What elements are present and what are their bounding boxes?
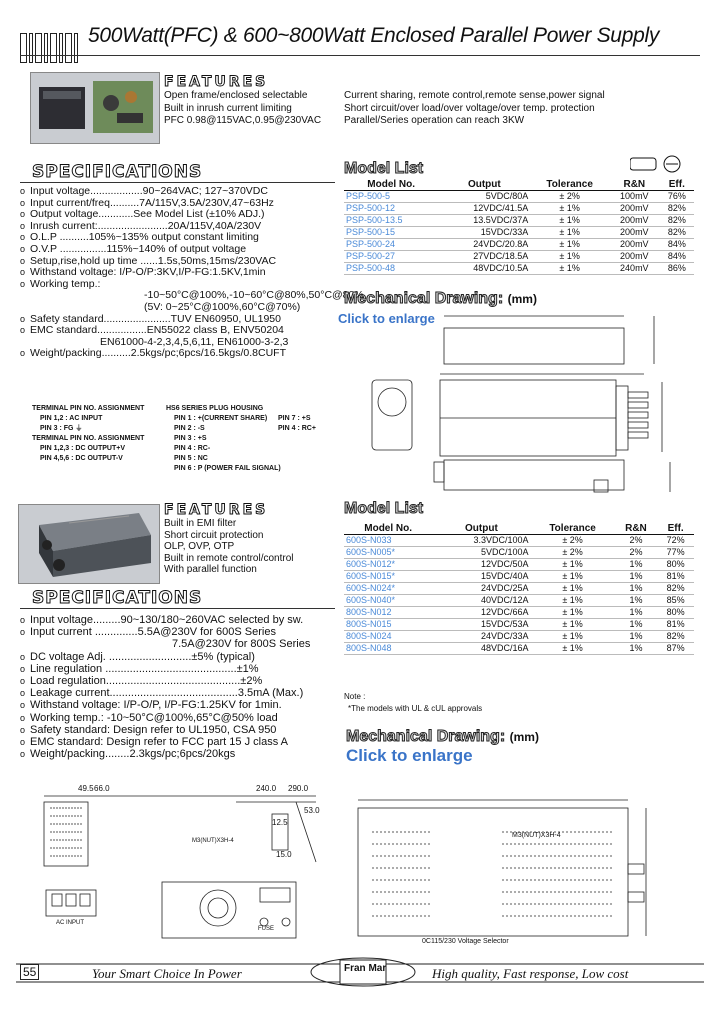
model-list-heading-1: Model List — [344, 160, 424, 177]
col-model: Model No. — [344, 522, 432, 535]
mech-drawing-2-top[interactable] — [352, 782, 692, 952]
specs-list-2 — [20, 614, 310, 760]
col-output: Output — [432, 522, 530, 535]
feature-item: PFC 0.98@115VAC,0.95@230VAC — [164, 115, 322, 126]
eff-cell: 82% — [657, 583, 694, 595]
title-rule — [20, 55, 700, 56]
spec-item: o Withstand voltage: I/P-O/P, I/P-FG:1.25KV for 1min. — [20, 699, 282, 712]
dim-label: 15.0 — [276, 850, 292, 859]
rn-cell: 200mV — [609, 215, 660, 227]
tolerance-cell: ± 1% — [531, 631, 615, 643]
pin-item: PIN 6 : P (POWER FAIL SIGNAL) — [174, 465, 281, 472]
psp500-photo-art — [31, 73, 159, 143]
output-cell: 48VDC/16A — [432, 643, 530, 655]
model-row — [344, 631, 694, 643]
logo-text: Fran Mar — [344, 963, 387, 974]
rn-cell: 1% — [615, 619, 658, 631]
feature-item: With parallel function — [164, 564, 257, 575]
tolerance-cell: ± 1% — [530, 203, 609, 215]
psp500-product-photo — [30, 72, 160, 144]
model-row — [344, 571, 694, 583]
col-rn: R&N — [615, 522, 658, 535]
click-to-enlarge-link-1[interactable]: Click to enlarge — [338, 311, 435, 326]
model-table-1 — [344, 178, 694, 275]
spec-item: o Setup,rise,hold up time ......1.5s,50ms,15ms/230VAC — [20, 254, 277, 267]
tolerance-cell: ± 1% — [530, 215, 609, 227]
model-cell: 800S-N012 — [344, 607, 432, 619]
tolerance-cell: ± 2% — [531, 535, 615, 547]
tolerance-cell: ± 2% — [531, 547, 615, 559]
model-cell: PSP-500-27 — [344, 251, 438, 263]
specs-rule-2 — [20, 608, 335, 609]
model-cell: 600S-N005* — [344, 547, 432, 559]
output-cell: 3.3VDC/100A — [432, 535, 530, 547]
pin-item: PIN 1,2,3 : DC OUTPUT+V — [40, 445, 125, 452]
output-cell: 24VDC/33A — [432, 631, 530, 643]
tolerance-cell: ± 1% — [531, 619, 615, 631]
tolerance-cell: ± 1% — [531, 559, 615, 571]
spec-item: o Output voltage............See Model List (±10% ADJ.) — [20, 208, 265, 221]
feature-item: OLP, OVP, OTP — [164, 541, 235, 552]
col-model: Model No. — [344, 178, 438, 191]
feature-item: Built in inrush current limiting — [164, 102, 292, 114]
screw-label-b: M3(NUT)X3H-4 — [512, 832, 561, 839]
spec-item: o Input voltage..................90~264VAC; 127~370VDC — [20, 185, 268, 197]
tolerance-cell: ± 2% — [530, 191, 609, 203]
model-cell: PSP-500-5 — [344, 191, 438, 203]
col-rn: R&N — [609, 178, 660, 191]
eff-cell: 85% — [657, 595, 694, 607]
pin-item: PIN 7 : +S — [278, 415, 311, 422]
eff-cell: 86% — [660, 263, 694, 275]
page-number: 55 — [20, 964, 39, 980]
ac-input-label: AC INPUT — [56, 920, 85, 926]
model-cell: 600S-N024* — [344, 583, 432, 595]
eff-cell: 82% — [657, 631, 694, 643]
spec-item: o Working temp.: -10~50°C@100%,65°C@50% load — [20, 711, 278, 724]
spec-item: o O.V.P ................115%~140% of output voltage — [20, 242, 247, 255]
model-row — [344, 607, 694, 619]
feature-item: Current sharing, remote control,remote sense,power signal — [344, 90, 605, 101]
spec-item: o Working temp.: — [20, 277, 101, 290]
spec-item: o Input current/freq..........7A/115V,3.5A/230V,47~63Hz — [20, 196, 274, 209]
spec-item: o Weight/packing........2.3kgs/pc;6pcs/20kgs — [20, 748, 236, 761]
model-row — [344, 595, 694, 607]
rn-cell: 2% — [615, 547, 658, 559]
model-row — [344, 215, 694, 227]
rn-cell: 200mV — [609, 239, 660, 251]
spec-item: EN61000-4-2,3,4,5,6,11, EN61000-3-2,3 — [100, 335, 289, 348]
model-cell: 600S-N012* — [344, 559, 432, 571]
spec-item: -10~50°C@100%,-10~60°C@80%,50°C@80% — [144, 289, 364, 302]
spec-item: o Line regulation ...........................................±1% — [20, 662, 259, 675]
model-row — [344, 619, 694, 631]
plug-housing-block — [166, 404, 281, 474]
spec-item: o Inrush current:........................20A/115V,40A/230V — [20, 219, 262, 232]
dim-label: 49.5 — [78, 784, 94, 793]
model-row — [344, 251, 694, 263]
model-cell: PSP-500-48 — [344, 263, 438, 275]
model-row — [344, 227, 694, 239]
footer-slogan-left: Your Smart Choice In Power — [92, 966, 242, 981]
spec-item: o Safety standard.......................TUV EN60950, UL1950 — [20, 312, 281, 325]
certification-marks-icon — [630, 154, 686, 174]
eff-cell: 84% — [660, 239, 694, 251]
mech-drawing-1[interactable] — [344, 302, 698, 496]
rn-cell: 1% — [615, 571, 658, 583]
output-cell: 27VDC/18.5A — [438, 251, 530, 263]
rn-cell: 2% — [615, 535, 658, 547]
rn-cell: 200mV — [609, 227, 660, 239]
feature-item: Built in EMI filter — [164, 518, 237, 529]
rn-cell: 200mV — [609, 203, 660, 215]
model-row — [344, 263, 694, 275]
model-table-2 — [344, 522, 694, 655]
output-cell: 15VDC/53A — [432, 619, 530, 631]
output-cell: 5VDC/80A — [438, 191, 530, 203]
feature-item: Open frame/enclosed selectable — [164, 90, 308, 101]
model-cell: PSP-500-12 — [344, 203, 438, 215]
s600-top-drawing-art — [352, 782, 692, 952]
footer-slogan-right: High quality, Fast response, Low cost — [432, 966, 629, 981]
pin-item: PIN 4 : RC+ — [278, 425, 316, 432]
dim-label: 53.0 — [304, 806, 320, 815]
spec-item: o DC voltage Adj. ...........................±5% (typical) — [20, 650, 255, 663]
eff-cell: 82% — [660, 215, 694, 227]
model-row — [344, 239, 694, 251]
output-cell: 40VDC/12A — [432, 595, 530, 607]
spec-item: o Input current ..............5.5A@230V for 600S Series — [20, 626, 276, 639]
eff-cell: 76% — [660, 191, 694, 203]
feature-item: Built in remote control/control — [164, 552, 294, 564]
rn-cell: 100mV — [609, 191, 660, 203]
psp500-drawing-art — [344, 302, 698, 496]
eff-cell: 81% — [657, 571, 694, 583]
specifications-heading-2: SPECIFICATIONS — [32, 588, 203, 608]
model-row — [344, 535, 694, 547]
spec-item: 7.5A@230V for 800S Series — [172, 638, 311, 651]
features-list-2 — [164, 518, 294, 576]
pin-item: PIN 4 : RC- — [174, 445, 211, 452]
spec-item: o O.L.P ..........105%~135% output constant limiting — [20, 231, 259, 244]
s600-product-photo — [18, 504, 160, 584]
feature-item: Short circuit/over load/over voltage/over temp. protection — [344, 102, 595, 114]
eff-cell: 77% — [657, 547, 694, 559]
tolerance-cell: ± 1% — [531, 571, 615, 583]
model-cell: 600S-N015* — [344, 571, 432, 583]
output-cell: 24VDC/25A — [432, 583, 530, 595]
model-cell: 800S-N015 — [344, 619, 432, 631]
eff-cell: 80% — [657, 559, 694, 571]
rn-cell: 200mV — [609, 251, 660, 263]
rn-cell: 1% — [615, 607, 658, 619]
model-table-1-wrap — [344, 178, 694, 275]
specs-rule-1 — [20, 182, 335, 183]
tolerance-cell: ± 1% — [531, 595, 615, 607]
dim-label: 290.0 — [288, 784, 309, 793]
s600-photo-art — [19, 505, 159, 583]
ac-input-terminal-drawing — [44, 880, 100, 940]
features-list-1b — [344, 90, 605, 128]
model-row — [344, 191, 694, 203]
features-list-1a — [164, 90, 321, 128]
feature-item: Parallel/Series operation can reach 3KW — [344, 115, 525, 126]
pin-item: TERMINAL PIN NO. ASSIGNMENT — [32, 405, 145, 412]
output-cell: 15VDC/33A — [438, 227, 530, 239]
pin-item: TERMINAL PIN NO. ASSIGNMENT — [32, 435, 145, 442]
spec-item: o Withstand voltage: I/P-O/P:3KV,I/P-FG:1.5KV,1min — [20, 266, 266, 279]
output-cell: 24VDC/20.8A — [438, 239, 530, 251]
output-cell: 12VDC/41.5A — [438, 203, 530, 215]
pin-item: HS6 SERIES PLUG HOUSING — [166, 405, 264, 412]
spec-item: o Input voltage.........90~130/180~260VAC selected by sw. — [20, 614, 304, 626]
rn-cell: 1% — [615, 631, 658, 643]
model-list-heading-2: Model List — [344, 500, 424, 517]
output-cell: 48VDC/10.5A — [438, 263, 530, 275]
model-cell: PSP-500-15 — [344, 227, 438, 239]
spec-item: o Load regulation............................................±2% — [20, 675, 263, 688]
eff-cell: 82% — [660, 203, 694, 215]
pin-item: PIN 3 : +S — [174, 435, 207, 442]
header-logo-stripes — [20, 33, 78, 61]
spec-item: o Safety standard: Design refer to UL1950, CSA 950 — [20, 723, 277, 736]
tolerance-cell: ± 1% — [531, 643, 615, 655]
tolerance-cell: ± 1% — [530, 227, 609, 239]
dim-label: 66.0 — [94, 784, 110, 793]
rn-cell: 1% — [615, 595, 658, 607]
eff-cell: 87% — [657, 643, 694, 655]
col-eff: Eff. — [660, 178, 694, 191]
mech-drawing-heading-2: Mechanical Drawing: (mm) — [346, 728, 539, 745]
screw-label-a: M3(NUT)X3H-4 — [192, 838, 234, 844]
specs-list-1 — [20, 186, 364, 360]
spec-item: o EMC standard: Design refer to FCC part 15 J class A — [20, 736, 288, 749]
spec-item: o EMC standard.................EN55022 class B, ENV50204 — [20, 324, 284, 337]
output-cell: 12VDC/50A — [432, 559, 530, 571]
rn-cell: 1% — [615, 559, 658, 571]
rn-cell: 1% — [615, 583, 658, 595]
pin-item: PIN 1 : +(CURRENT SHARE) — [174, 415, 268, 422]
eff-cell: 84% — [660, 251, 694, 263]
model-row — [344, 203, 694, 215]
eff-cell: 82% — [660, 227, 694, 239]
pin-item: PIN 1,2 : AC INPUT — [40, 415, 103, 422]
col-eff: Eff. — [657, 522, 694, 535]
pin-item: PIN 3 : FG ⏚ — [40, 425, 83, 432]
col-tolerance: Tolerance — [531, 522, 615, 535]
model-row — [344, 559, 694, 571]
eff-cell: 72% — [657, 535, 694, 547]
tolerance-cell: ± 1% — [531, 583, 615, 595]
specifications-heading-1: SPECIFICATIONS — [32, 162, 203, 182]
plug-housing-block-2 — [278, 414, 316, 434]
spec-item: (5V: 0~25°C@100%,60°C@70%) — [144, 300, 301, 313]
tolerance-cell: ± 1% — [530, 251, 609, 263]
eff-cell: 80% — [657, 607, 694, 619]
eff-cell: 81% — [657, 619, 694, 631]
dim-label: 240.0 — [256, 784, 277, 793]
features-heading-2: FEATURES — [164, 502, 269, 518]
col-output: Output — [438, 178, 530, 191]
voltage-selector-label: 0C115/230 Voltage Selector — [422, 938, 509, 945]
mech-drawing-2-side[interactable] — [36, 782, 336, 872]
model-cell: 800S-N024 — [344, 631, 432, 643]
pin-assignment-block — [32, 404, 144, 464]
note-title: Note : — [344, 692, 366, 701]
note-text: *The models with UL & cUL approvals — [348, 704, 483, 713]
fuse-label: FUSE — [258, 926, 275, 932]
tolerance-cell: ± 1% — [530, 263, 609, 275]
pin-item: PIN 4,5,6 : DC OUTPUT-V — [40, 455, 123, 462]
spec-item: o Leakage current..........................................3.5mA (Max.) — [20, 687, 304, 700]
dim-label: 12.5 — [272, 818, 288, 827]
feature-item: Short circuit protection — [164, 529, 264, 541]
output-cell: 15VDC/40A — [432, 571, 530, 583]
pin-item: PIN 5 : NC — [174, 455, 208, 462]
tolerance-cell: ± 1% — [531, 607, 615, 619]
mech-drawing-heading-1: Mechanical Drawing: (mm) — [344, 290, 537, 307]
pin-item: PIN 2 : -S — [174, 425, 205, 432]
model-row — [344, 547, 694, 559]
model-cell: 600S-N033 — [344, 535, 432, 547]
model-cell: 800S-N048 — [344, 643, 432, 655]
model-table-2-wrap — [344, 522, 694, 655]
company-logo — [308, 954, 418, 990]
model-cell: PSP-500-13.5 — [344, 215, 438, 227]
output-cell: 13.5VDC/37A — [438, 215, 530, 227]
model-row — [344, 643, 694, 655]
output-cell: 5VDC/100A — [432, 547, 530, 559]
tolerance-cell: ± 1% — [530, 239, 609, 251]
model-cell: 600S-N040* — [344, 595, 432, 607]
rn-cell: 1% — [615, 643, 658, 655]
model-row — [344, 583, 694, 595]
features-heading-1: FEATURES — [164, 74, 269, 90]
col-tolerance: Tolerance — [530, 178, 609, 191]
output-cell: 12VDC/66A — [432, 607, 530, 619]
model-cell: PSP-500-24 — [344, 239, 438, 251]
rn-cell: 240mV — [609, 263, 660, 275]
click-to-enlarge-link-2[interactable]: Click to enlarge — [346, 746, 473, 765]
spec-item: o Weight/packing..........2.5kgs/pc;6pcs/16.5kgs/0.8CUFT — [20, 347, 287, 360]
front-panel-drawing — [160, 880, 300, 940]
page-title: 500Watt(PFC) & 600~800Watt Enclosed Parallel Power Supply — [88, 24, 660, 47]
